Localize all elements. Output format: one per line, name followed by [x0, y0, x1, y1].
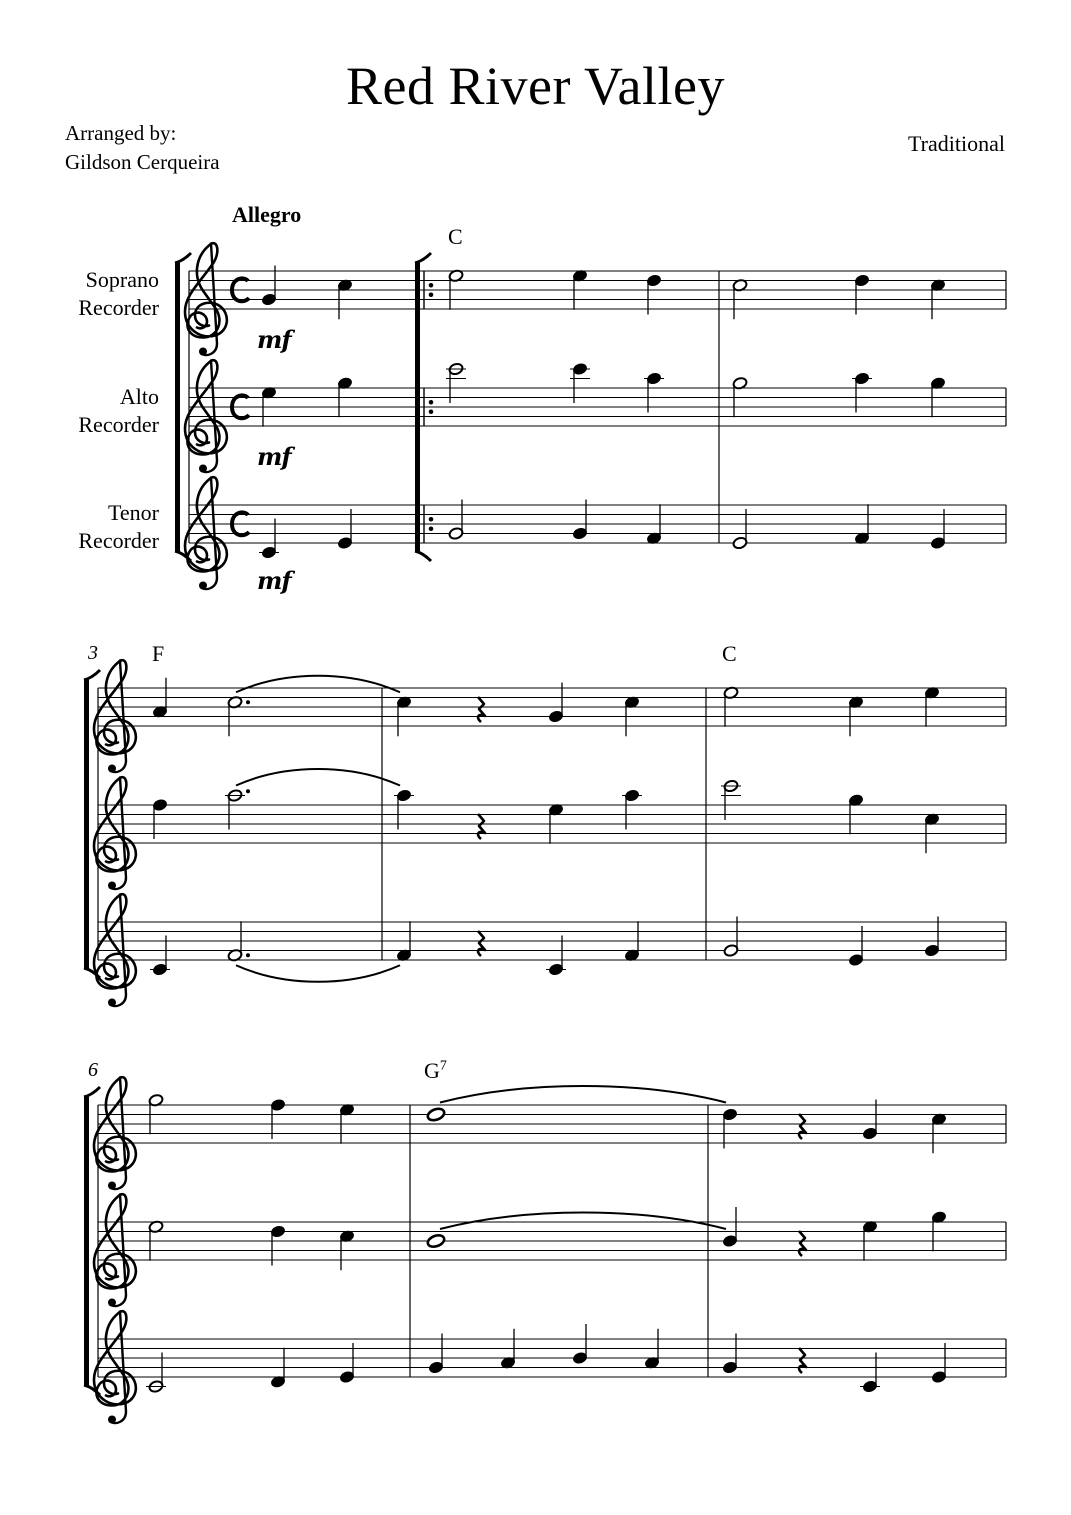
quarter-rest — [478, 814, 485, 839]
repeat-dot — [429, 283, 434, 288]
tempo-marking: Allegro — [232, 202, 302, 227]
repeat-dot — [429, 292, 434, 297]
tie-arc — [236, 965, 400, 982]
chord-root: G — [424, 1058, 440, 1083]
repeat-dot — [429, 409, 434, 414]
dynamic-marking: mf — [257, 325, 291, 354]
bracket-hook — [84, 670, 100, 680]
instrument-name: Soprano — [85, 267, 159, 292]
repeat-dot — [429, 526, 434, 531]
system-bracket — [84, 680, 89, 968]
notation-layer — [84, 243, 1006, 1423]
chord-symbol: F — [152, 641, 165, 666]
tie-arc — [236, 769, 400, 786]
bracket-hook — [175, 253, 191, 263]
bracket-hook — [84, 1087, 100, 1097]
tie-arc — [440, 1213, 726, 1230]
notehead — [426, 1233, 446, 1249]
dynamic-marking: mf — [257, 442, 291, 471]
quarter-rest — [799, 1348, 806, 1373]
tie-arc — [440, 1086, 726, 1103]
tie-arc — [236, 676, 400, 693]
measure-number: 3 — [88, 642, 98, 664]
quarter-rest — [478, 931, 485, 956]
instrument-name: Tenor — [108, 500, 159, 525]
instrument-type: Recorder — [78, 412, 159, 437]
notehead — [426, 1107, 446, 1123]
chord-symbol: C — [448, 224, 463, 249]
repeat-dot — [429, 400, 434, 405]
arranger-name: Gildson Cerqueira — [65, 150, 220, 174]
repeat-dot — [429, 517, 434, 522]
bracket-hook — [415, 551, 431, 561]
instrument-type: Recorder — [78, 528, 159, 553]
measure-number: 6 — [88, 1059, 98, 1081]
chord-symbol: C — [722, 641, 737, 666]
dynamic-marking: mf — [257, 566, 291, 595]
page-title: Red River Valley — [346, 56, 725, 116]
composer-credit: Traditional — [908, 131, 1005, 156]
quarter-rest — [478, 697, 485, 722]
augmentation-dot — [246, 700, 250, 704]
instrument-name: Alto — [119, 384, 159, 409]
system-bracket — [175, 263, 180, 551]
repeat-bracket — [415, 263, 420, 551]
bracket-hook — [415, 253, 431, 263]
quarter-rest — [799, 1231, 806, 1256]
system-bracket — [84, 1097, 89, 1385]
augmentation-dot — [246, 789, 250, 793]
quarter-rest — [799, 1114, 806, 1139]
augmentation-dot — [246, 953, 250, 957]
chord-extension: 7 — [439, 1058, 447, 1074]
arranger-label: Arranged by: — [65, 121, 177, 145]
instrument-type: Recorder — [78, 295, 159, 320]
